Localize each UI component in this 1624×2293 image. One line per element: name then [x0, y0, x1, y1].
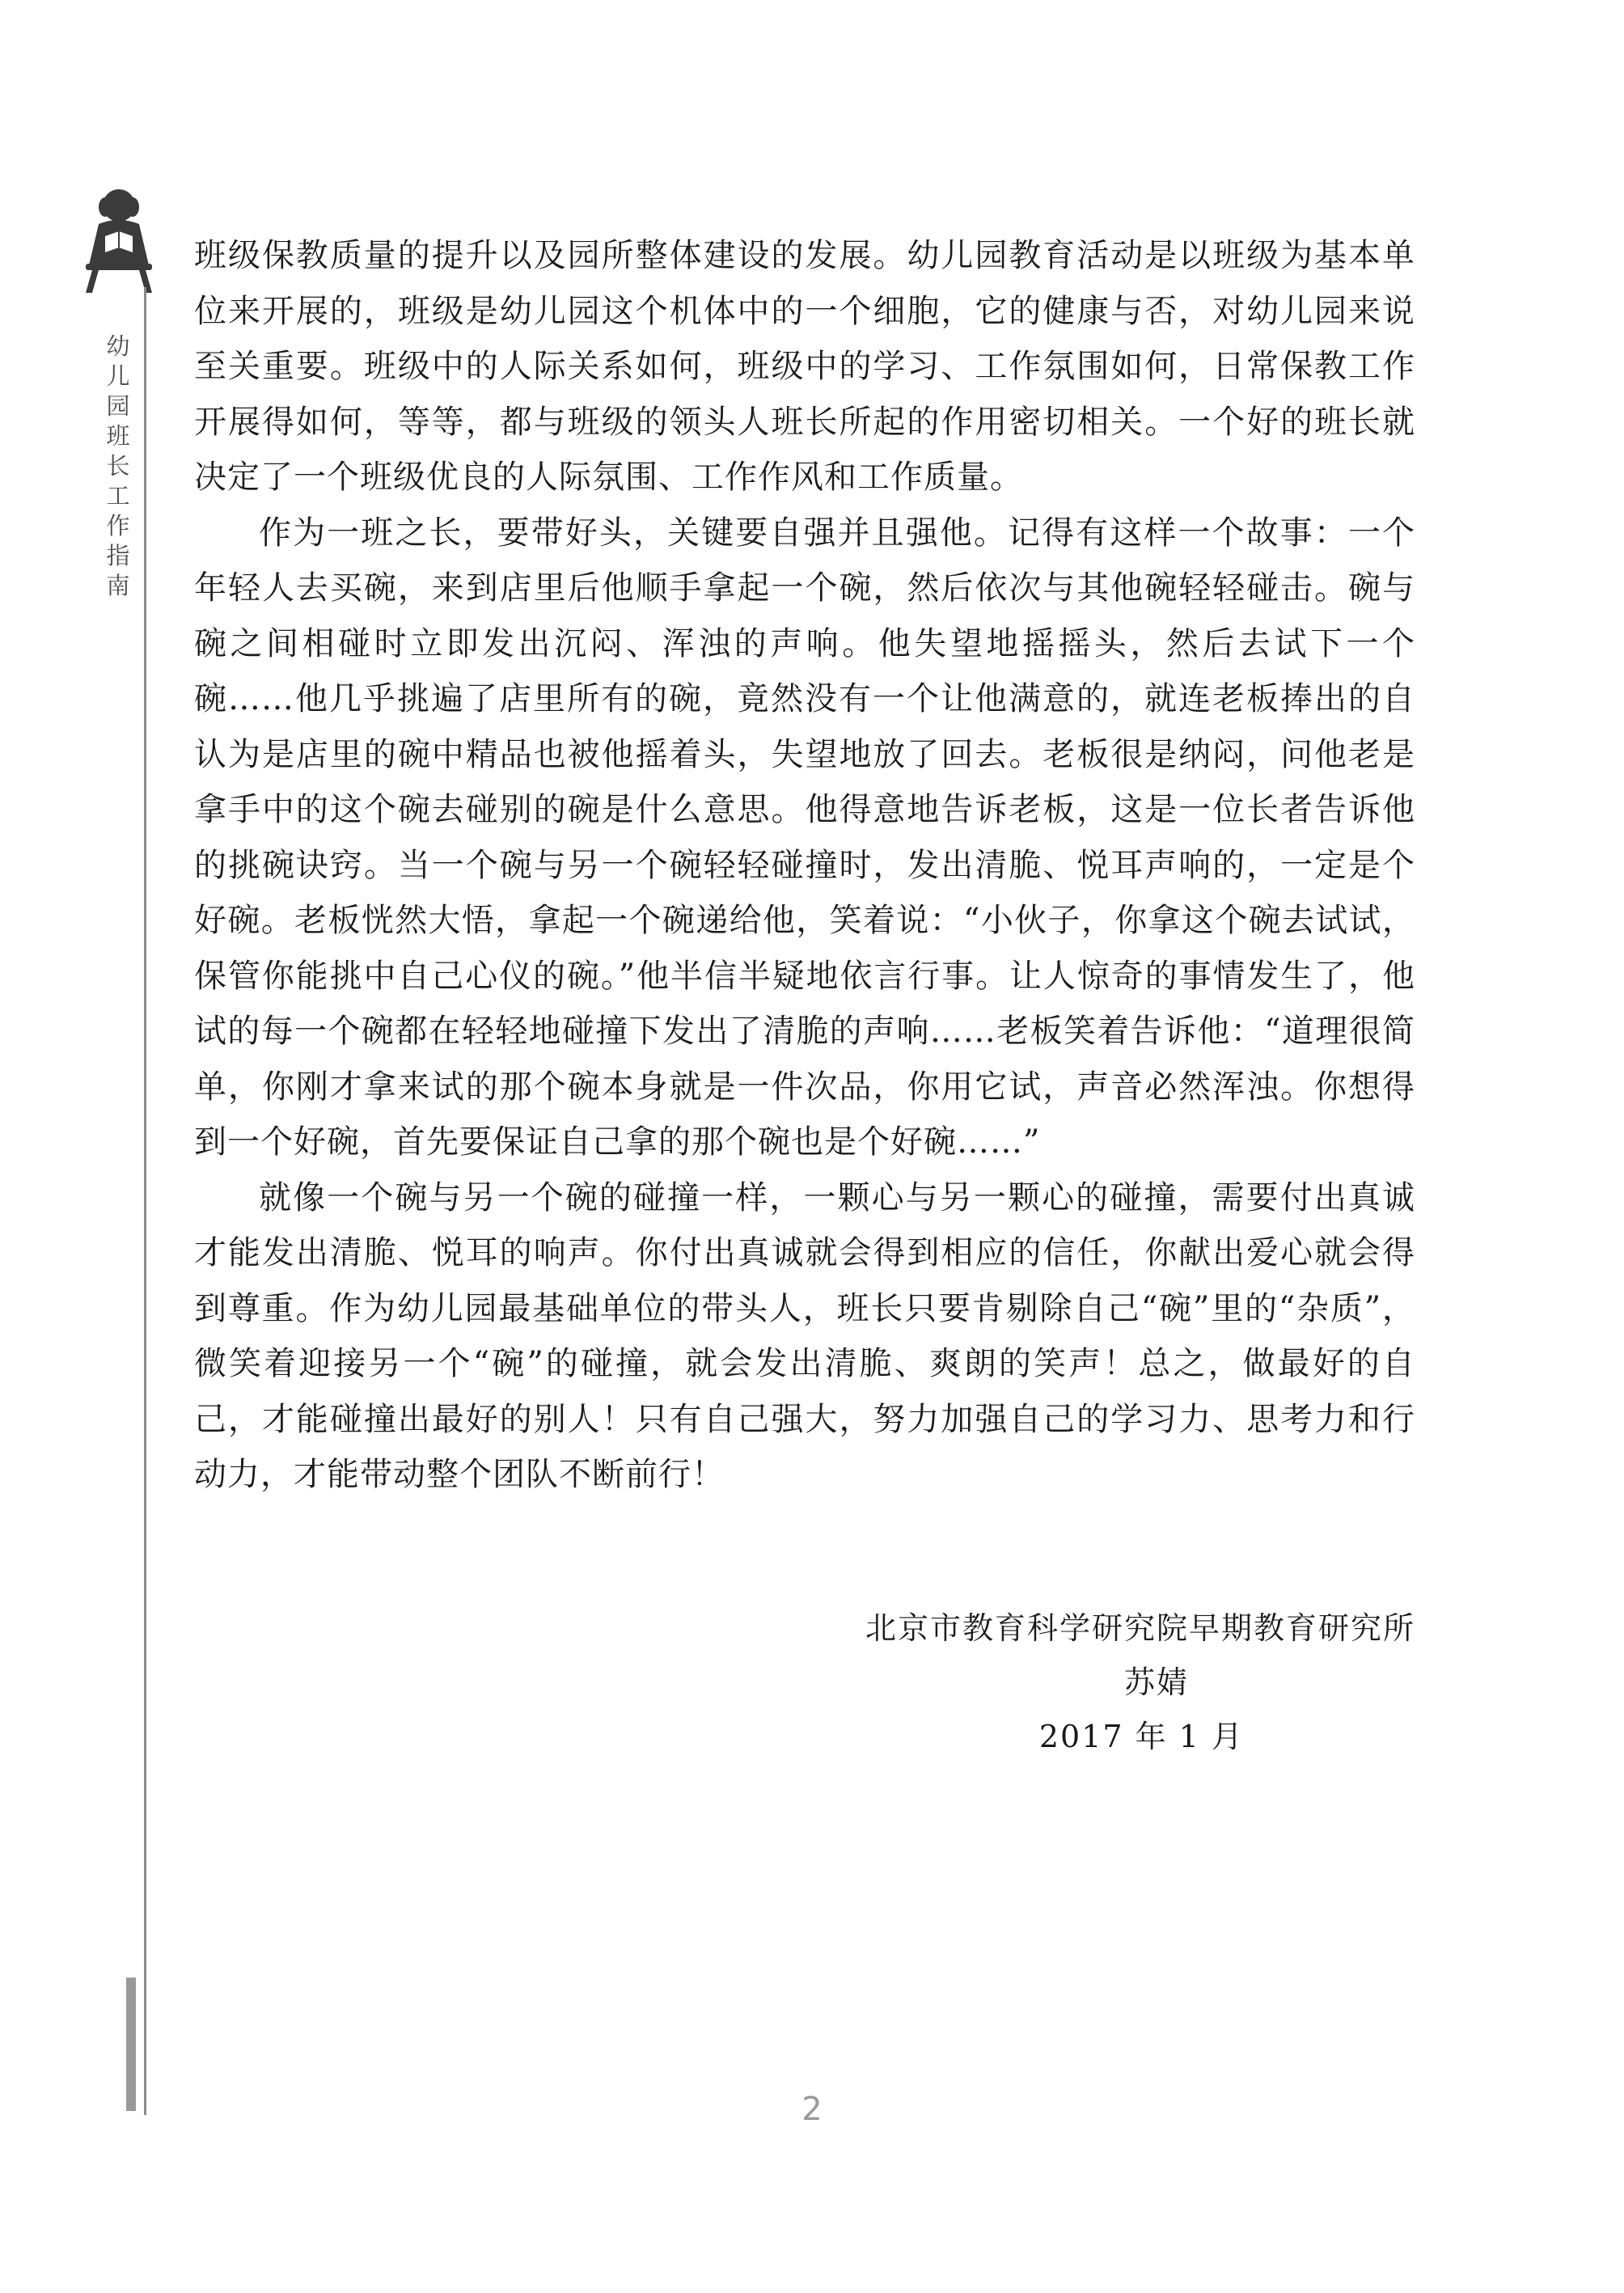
signature-organization: 北京市教育科学研究院早期教育研究所: [865, 1610, 1415, 1646]
reading-child-silhouette-icon: [74, 188, 163, 293]
running-title: 幼儿园班长工作指南: [106, 332, 130, 599]
paragraph-1: 班级保教质量的提升以及园所整体建设的发展。幼儿园教育活动是以班级为基本单位来开展的，班级是幼儿园这个机体中的一个细胞，它的健康与否，对幼儿园来说至关重要。班级中的人际关系如何，班级中的学习、工作氛围如何，日常保教工作开展得如何，等等，都与班级的领头人班长所起的作用密切相关。一个好的班长就决定了一个班级优良的人际氛围、工作作风和工作质量。: [194, 237, 1415, 496]
margin-rule: [144, 287, 146, 2115]
body-text: [194, 228, 1415, 1503]
page-number: 2: [801, 2091, 823, 2128]
signature-name: 苏婧: [1123, 1665, 1189, 1700]
paragraph-3: 就像一个碗与另一个碗的碰撞一样，一颗心与另一颗心的碰撞，需要付出真诚才能发出清脆、悦耳的响声。你付出真诚就会得到相应的信任，你献出爱心就会得到尊重。作为幼儿园最基础单位的带头人，班长只要肯剔除自己“碗”里的“杂质”，微笑着迎接另一个“碗”的碰撞，就会发出清脆、爽朗的笑声！总之，做最好的自己，才能碰撞出最好的别人！只有自己强大，努力加强自己的学习力、思考力和行动力，才能带动整个团队不断前行！: [194, 1178, 1415, 1493]
signature-date: 2017 年 1 月: [1038, 1719, 1244, 1754]
paragraph-2: 作为一班之长，要带好头，关键要自强并且强他。记得有这样一个故事：一个年轻人去买碗，来到店里后他顺手拿起一个碗，然后依次与其他碗轻轻碰击。碗与碗之间相碰时立即发出沉闷、浑浊的声响。他失望地摇摇头，然后去试下一个碗……他几乎挑遍了店里所有的碗，竟然没有一个让他满意的，就连老板捧出的自认为是店里的碗中精品也被他摇着头，失望地放了回去。老板很是纳闷，问他老是拿手中的这个碗去碰别的碗是什么意思。他得意地告诉老板，这是一位长者告诉他的挑碗诀窍。当一个碗与另一个碗轻轻碰撞时，发出清脆、悦耳声响的，一定是个好碗。老板恍然大悟，拿起一个碗递给他，笑着说：“小伙子，你拿这个碗去试试，保管你能挑中自己心仪的碗。”他半信半疑地依言行事。让人惊奇的事情发生了，他试的每一个碗都在轻轻地碰撞下发出了清脆的声响……老板笑着告诉他：“道理很简单，你刚才拿来试的那个碗本身就是一件次品，你用它试，声音必然浑浊。你想得到一个好碗，首先要保证自己拿的那个碗也是个好碗……”: [194, 514, 1415, 1161]
signature-block: [768, 1601, 1415, 1764]
